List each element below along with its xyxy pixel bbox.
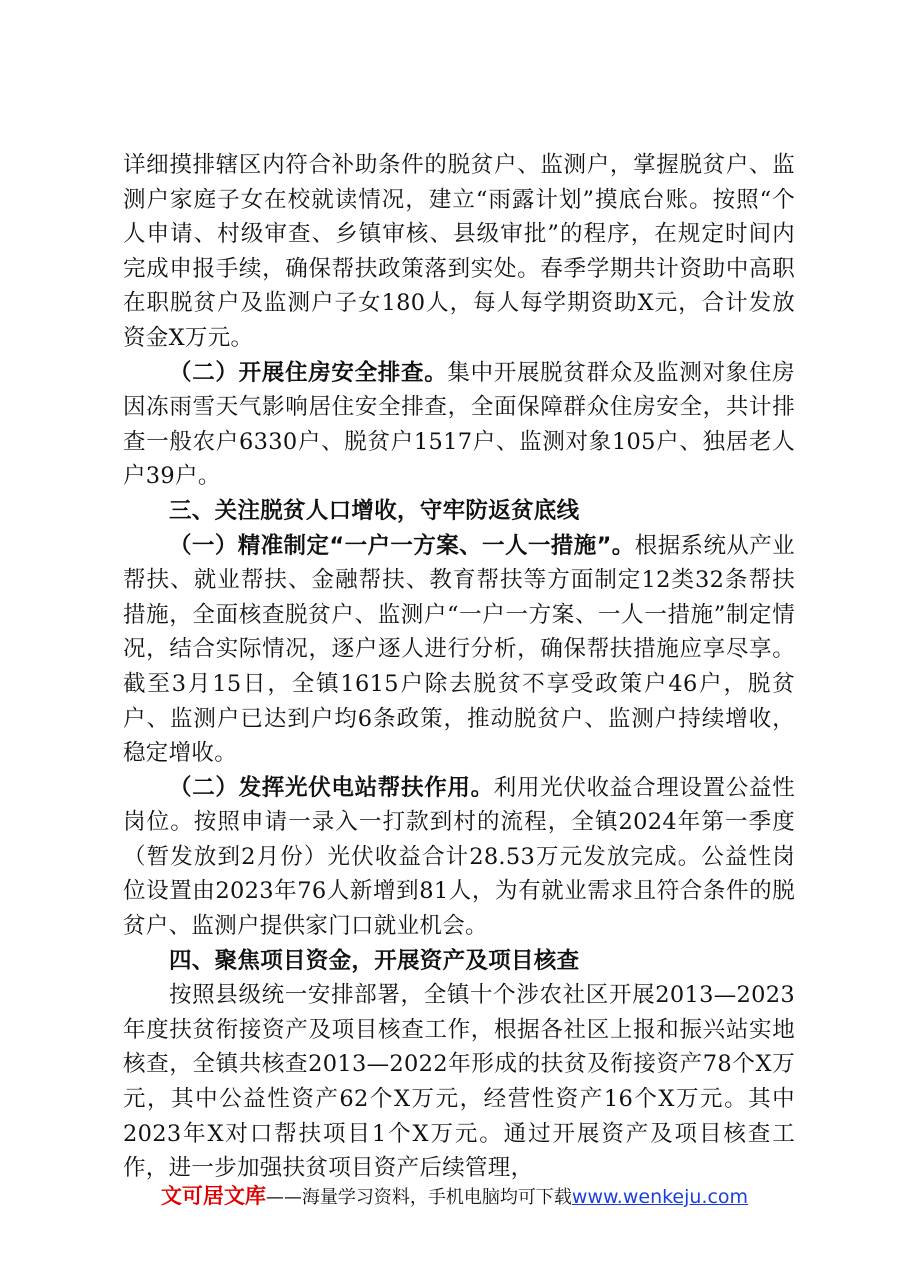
paragraph-2-lead: （二）开展住房安全排查。 bbox=[169, 359, 448, 386]
document-body bbox=[123, 148, 795, 1186]
paragraph-3-lead: （一）精准制定“一户一方案、一人一措施”。 bbox=[169, 532, 635, 559]
paragraph-4-body: 利用光伏收益合理设置公益性岗位。按照申请一录入一打款到村的流程，全镇2024年第一季度（暂发放到2月份）光伏收益合计28.53万元发放完成。公益性岗位设置由2023年76人新增到81人，为有就业需求且符合条件的脱贫户、监测户提供家门口就业机会。 bbox=[123, 774, 795, 940]
section-heading-4: 四、聚焦项目资金，开展资产及项目核查 bbox=[169, 947, 580, 974]
paragraph-2-body: 集中开展脱贫群众及监测对象住房因冻雨雪天气影响居住安全排查，全面保障群众住房安全，共计排查一般农户6330户、脱贫户1517户、监测对象105户、独居老人户39户。 bbox=[123, 359, 795, 490]
paragraph-2 bbox=[123, 356, 795, 494]
section-heading-3: 三、关注脱贫人口增收，守牢防返贫底线 bbox=[169, 497, 580, 524]
footer-brand: 文可居文库 bbox=[160, 1184, 266, 1208]
paragraph-3-body: 根据系统从产业帮扶、就业帮扶、金融帮扶、教育帮扶等方面制定12类32条帮扶措施，全面核查脱贫户、监测户“一户一方案、一人一措施”制定情况，结合实际情况，逐户逐人进行分析，确保帮扶措施应享尽享。截至3月15日，全镇1615户除去脱贫不享受政策户46户，脱贫户、监测户已达到户均6条政策，推动脱贫户、监测户持续增收，稳定增收。 bbox=[123, 532, 795, 767]
paragraph-5: 按照县级统一安排部署，全镇十个涉农社区开展2013—2023年度扶贫衔接资产及项目核查工作，根据各社区上报和振兴站实地核查，全镇共核查2013—2022年形成的扶贫及衔接资产78个X万元，其中公益性资产62个X万元，经营性资产16个X万元。其中2023年X对口帮扶项目1个X万元。通过开展资产及项目核查工作，进一步加强扶贫项目资产后续管理， bbox=[123, 982, 795, 1182]
paragraph-3 bbox=[123, 529, 795, 771]
footer-site-link[interactable]: www.wenkeju.com bbox=[571, 1186, 749, 1208]
footer-tagline: 海量学习资料，手机电脑均可下载 bbox=[301, 1187, 572, 1208]
paragraph-4 bbox=[123, 771, 795, 944]
footer-banner bbox=[0, 1180, 909, 1210]
paragraph-1: 详细摸排辖区内符合补助条件的脱贫户、监测户，掌握脱贫户、监测户家庭子女在校就读情况，建立“雨露计划”摸底台账。按照“个人申请、村级审查、乡镇审核、县级审批”的程序，在规定时间内完成申报手续，确保帮扶政策落到实处。春季学期共计资助中高职在职脱贫户及监测户子女180人，每人每学期资助X元，合计发放资金X万元。 bbox=[123, 152, 795, 351]
paragraph-4-lead: （二）发挥光伏电站帮扶作用。 bbox=[169, 774, 494, 801]
footer-dash: —— bbox=[265, 1187, 302, 1208]
